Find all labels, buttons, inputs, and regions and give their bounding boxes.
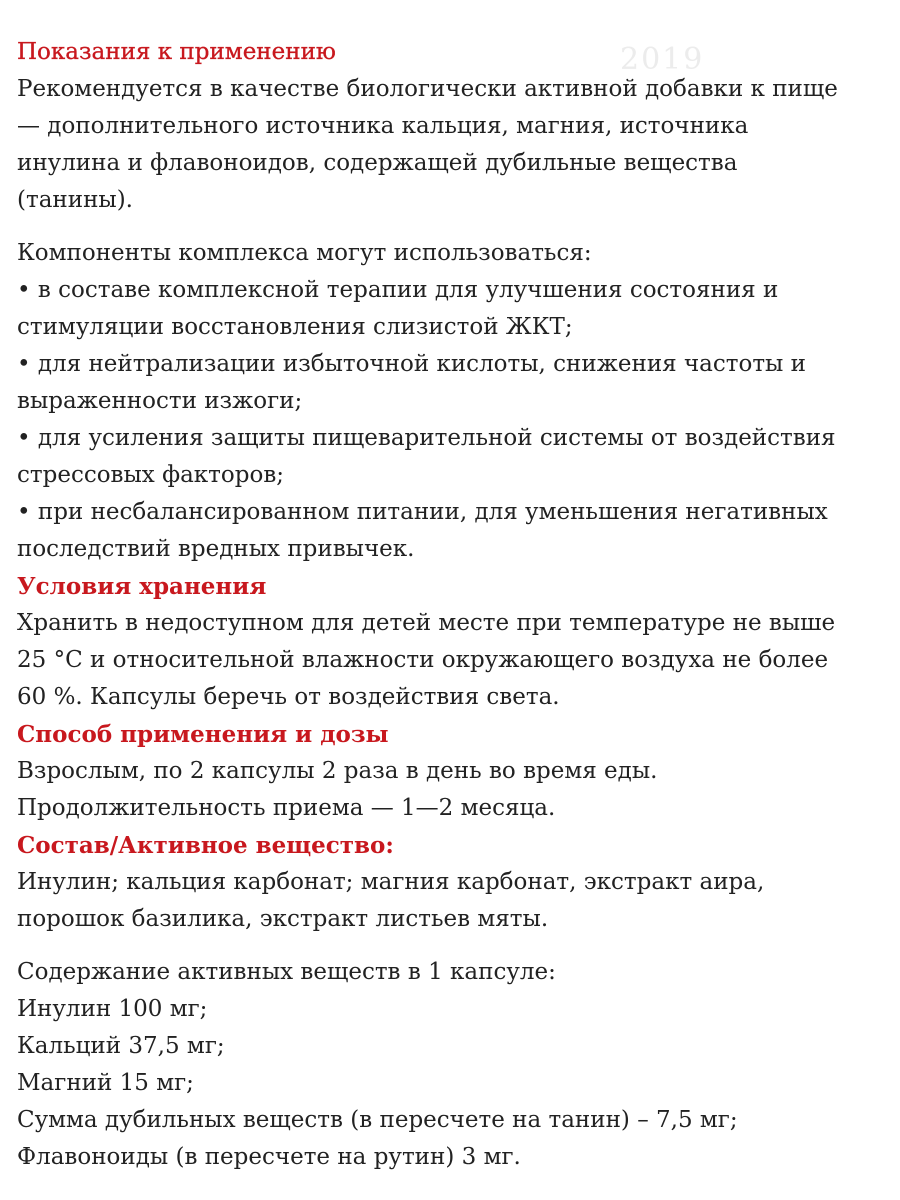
spacer xyxy=(17,219,887,235)
components-list: Компоненты комплекса могут использоваться: • в составе комплексной терапии для улучшения состояния и стимуляции восстановления слизистой ЖКТ; • для нейтрализации избыточной кислоты, снижения частоты и выраженности изжоги; • для усиления защиты пищеварительной системы от воздействия стрессовых факторов; • при несбалансированном питании, для уменьшения негативных последствий вредных привычек. xyxy=(17,240,836,562)
dosage-heading: Способ применения и дозы xyxy=(17,721,389,748)
document-page xyxy=(17,34,887,1176)
composition-text: Инулин; кальция карбонат; магния карбонат, экстракт аира, порошок базилика, экстракт листьев мяты. xyxy=(17,869,765,932)
composition-heading: Состав/Активное вещество: xyxy=(17,832,394,859)
active-content-list: Содержание активных веществ в 1 капсуле: Инулин 100 мг; Кальций 37,5 мг; Магний 15 мг; Сумма дубильных веществ (в пересчете на танин) – 7,5 мг; Флавоноиды (в пересчете на рутин) 3 мг. xyxy=(17,959,738,1170)
watermark: 2019 xyxy=(620,42,705,77)
storage-heading: Условия хранения xyxy=(17,573,267,600)
dosage-text: Взрослым, по 2 капсулы 2 раза в день во время еды. Продолжительность приема — 1—2 месяца. xyxy=(17,758,658,821)
storage-text: Хранить в недоступном для детей месте при температуре не выше 25 °С и относительной влажности окружающего воздуха не более 60 %. Капсулы беречь от воздействия света. xyxy=(17,610,836,710)
indications-text: Рекомендуется в качестве биологически активной добавки к пище — дополнительного источника кальция, магния, источника инулина и флавоноидов, содержащей дубильные вещества (танины). xyxy=(17,76,838,213)
indications-heading: Показания к применению xyxy=(17,39,336,65)
spacer xyxy=(17,938,887,954)
